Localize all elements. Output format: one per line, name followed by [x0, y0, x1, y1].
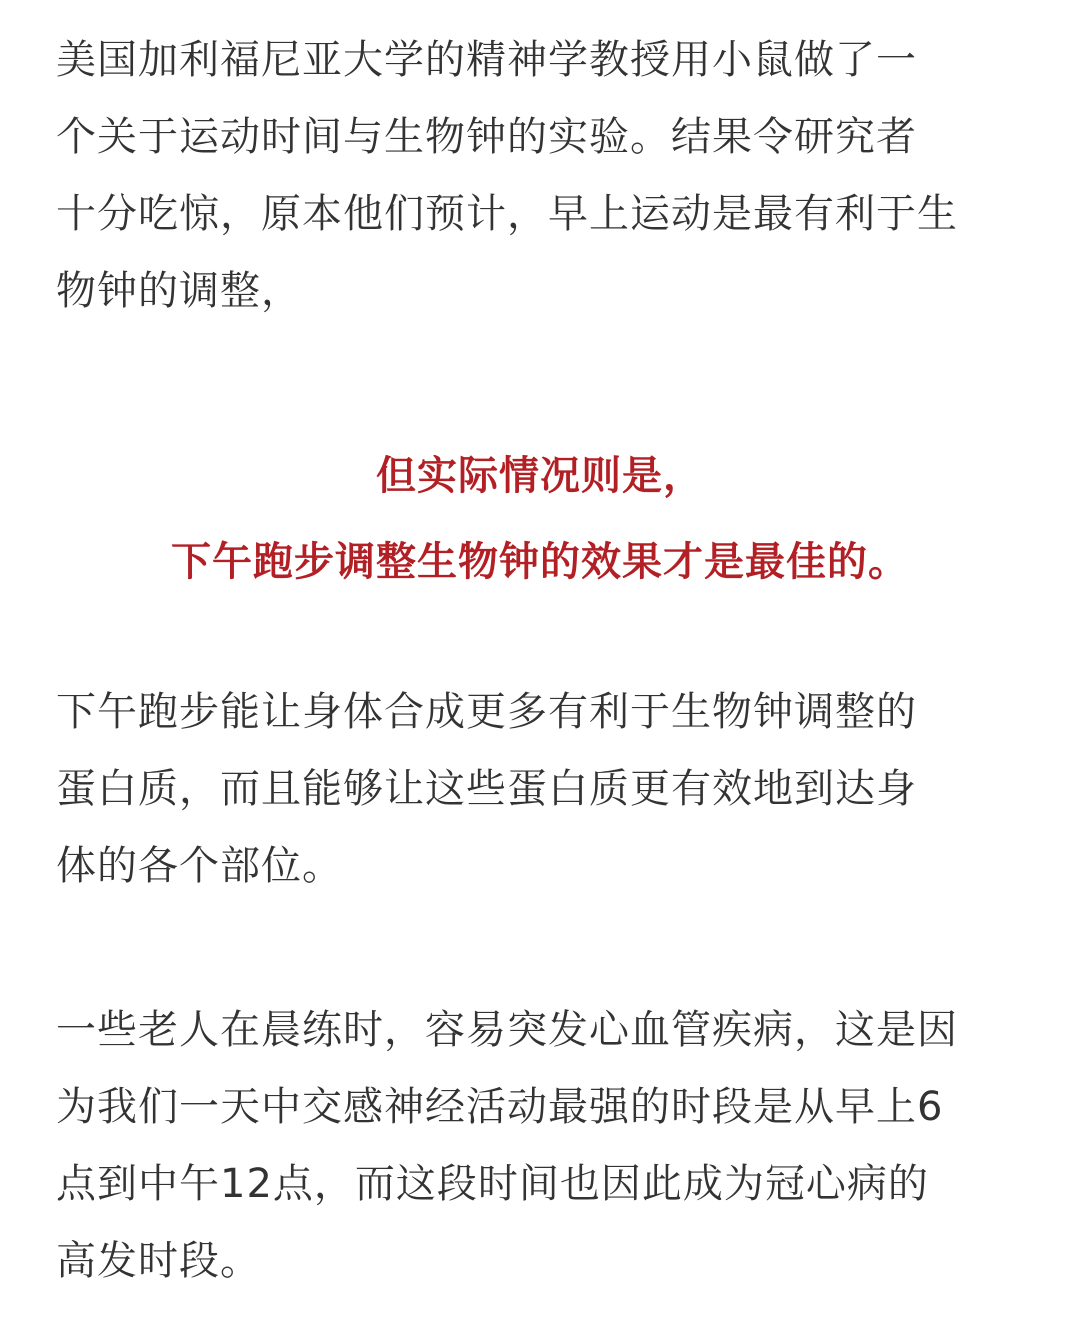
- paragraph-2-line-2: 蛋白质，而且能够让这些蛋白质更有效地到达身: [56, 766, 917, 812]
- highlight-line-2: 下午跑步调整生物钟的效果才是最佳的。: [171, 539, 909, 585]
- paragraph-1: [56, 22, 1028, 330]
- paragraph-3-line-2: 为我们一天中交感神经活动最强的时段是从早上6: [56, 1084, 944, 1130]
- paragraph-1-line-1: 美国加利福尼亚大学的精神学教授用小鼠做了一: [56, 37, 917, 83]
- paragraph-2-line-1: 下午跑步能让身体合成更多有利于生物钟调整的: [56, 689, 917, 735]
- paragraph-1-line-4: 物钟的调整，: [56, 268, 302, 314]
- paragraph-3-line-4: 高发时段。: [56, 1238, 261, 1284]
- paragraph-3-line-1: 一些老人在晨练时，容易突发心血管疾病，这是因: [56, 1007, 958, 1053]
- highlight-line-1: 但实际情况则是，: [376, 453, 704, 499]
- paragraph-1-line-2: 个关于运动时间与生物钟的实验。结果令研究者: [56, 114, 917, 160]
- paragraph-3-line-3: 点到中午12点，而这段时间也因此成为冠心病的: [56, 1161, 929, 1207]
- article-body: [56, 22, 1028, 330]
- paragraph-3: [56, 992, 1028, 1300]
- paragraph-2-line-3: 体的各个部位。: [56, 843, 343, 889]
- paragraph-1-line-3: 十分吃惊，原本他们预计，早上运动是最有利于生: [56, 191, 958, 237]
- paragraph-2: [56, 674, 1028, 905]
